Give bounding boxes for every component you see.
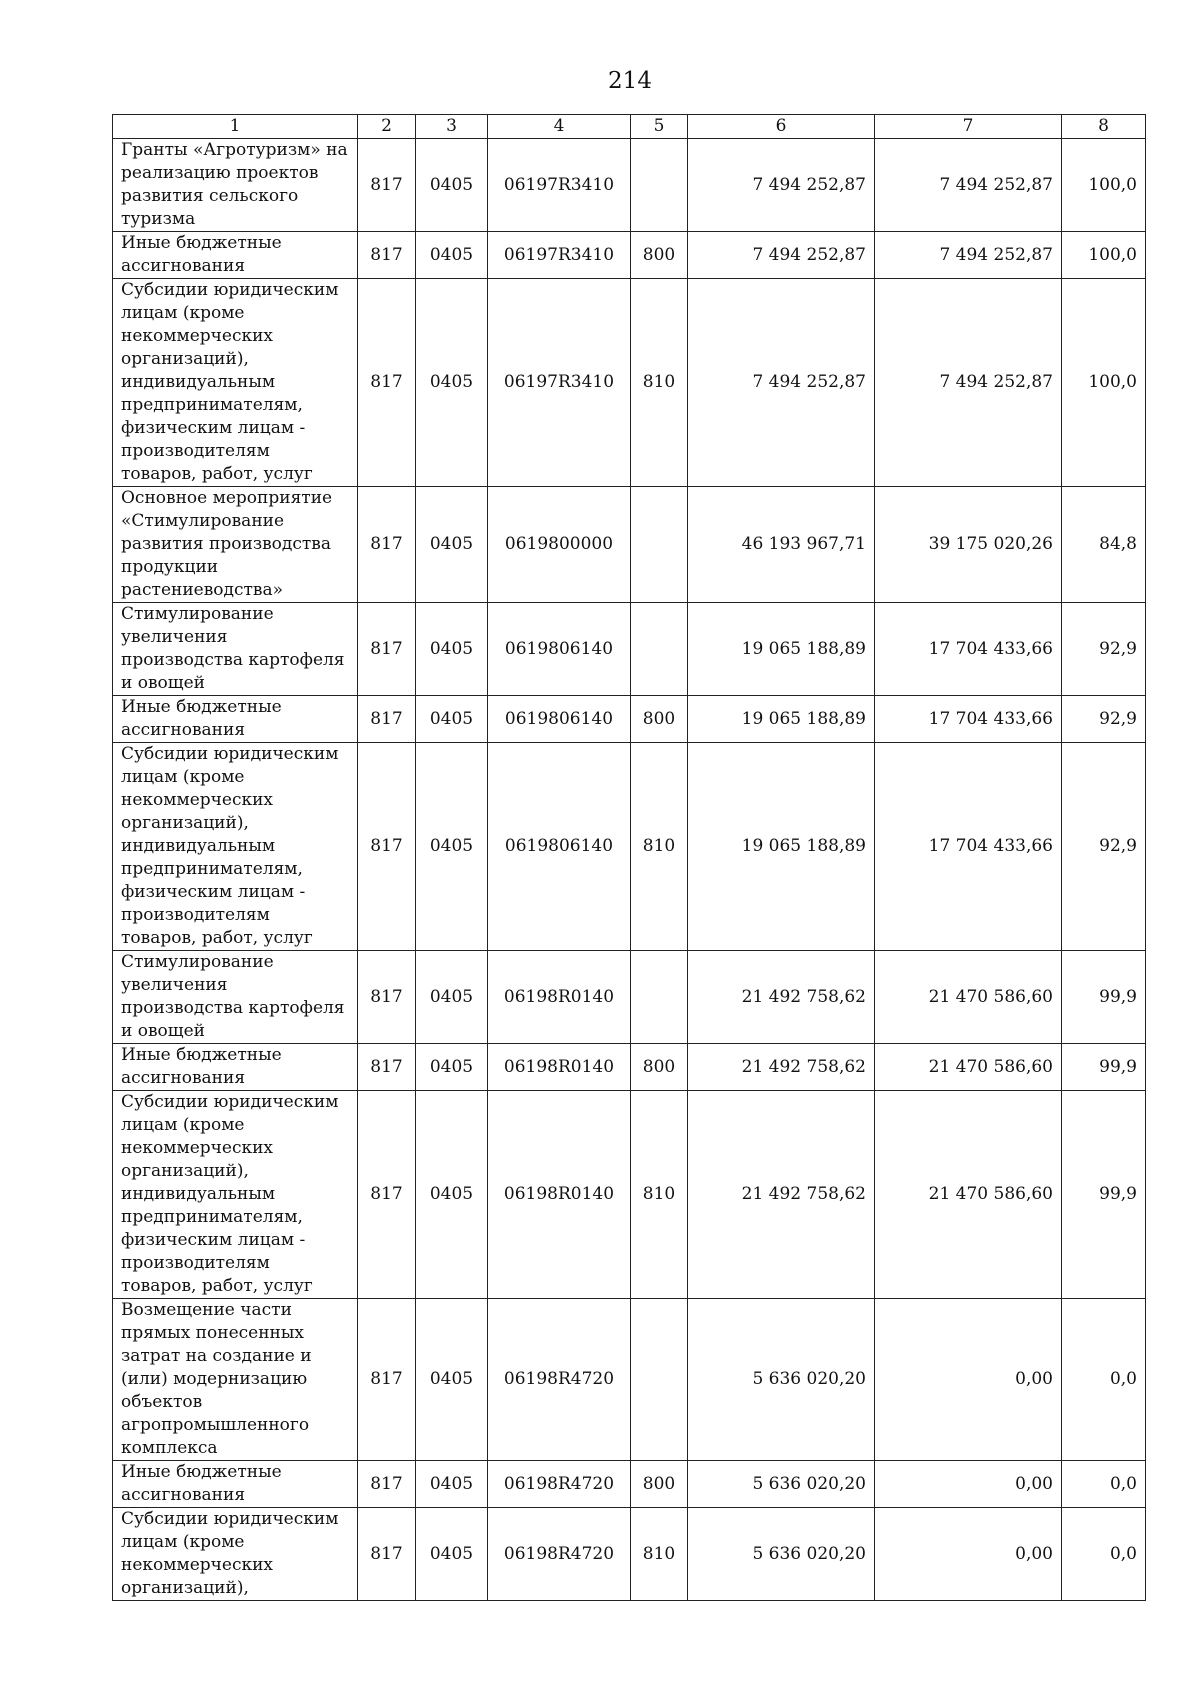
ministry-code-cell: 817 — [358, 279, 416, 487]
column-header: 8 — [1062, 115, 1146, 139]
actual-amount-cell: 21 470 586,60 — [875, 1044, 1062, 1091]
column-header: 6 — [688, 115, 875, 139]
target-item-code-cell: 06198R0140 — [488, 951, 631, 1044]
planned-amount-cell: 19 065 188,89 — [688, 696, 875, 743]
table-row — [113, 603, 1146, 696]
actual-amount-cell: 17 704 433,66 — [875, 603, 1062, 696]
table-row — [113, 951, 1146, 1044]
expense-type-cell: 810 — [631, 1508, 688, 1601]
page-number: 214 — [608, 68, 652, 94]
row-name-cell: Иные бюджетные ассигнования — [113, 232, 358, 279]
row-name-cell: Субсидии юридическим лицам (кроме некоммерческих организаций), — [113, 1508, 358, 1601]
section-code-cell: 0405 — [416, 1461, 488, 1508]
actual-amount-cell: 39 175 020,26 — [875, 487, 1062, 603]
table-row — [113, 487, 1146, 603]
section-code-cell: 0405 — [416, 1299, 488, 1461]
row-name-cell: Стимулирование увеличения производства картофеля и овощей — [113, 951, 358, 1044]
planned-amount-cell: 5 636 020,20 — [688, 1508, 875, 1601]
actual-amount-cell: 17 704 433,66 — [875, 743, 1062, 951]
table-row — [113, 743, 1146, 951]
target-item-code-cell: 06197R3410 — [488, 279, 631, 487]
execution-percent-cell: 0,0 — [1062, 1461, 1146, 1508]
section-code-cell: 0405 — [416, 139, 488, 232]
section-code-cell: 0405 — [416, 1044, 488, 1091]
ministry-code-cell: 817 — [358, 743, 416, 951]
actual-amount-cell: 7 494 252,87 — [875, 279, 1062, 487]
ministry-code-cell: 817 — [358, 139, 416, 232]
ministry-code-cell: 817 — [358, 696, 416, 743]
row-name-cell: Субсидии юридическим лицам (кроме некоммерческих организаций), индивидуальным предпринимателям, физическим лицам - производителям товаров, работ, услуг — [113, 279, 358, 487]
target-item-code-cell: 06198R4720 — [488, 1508, 631, 1601]
execution-percent-cell: 99,9 — [1062, 1091, 1146, 1299]
planned-amount-cell: 7 494 252,87 — [688, 232, 875, 279]
row-name-cell: Возмещение части прямых понесенных затрат на создание и (или) модернизацию объектов агропромышленного комплекса — [113, 1299, 358, 1461]
section-code-cell: 0405 — [416, 232, 488, 279]
execution-percent-cell: 92,9 — [1062, 696, 1146, 743]
actual-amount-cell: 0,00 — [875, 1299, 1062, 1461]
ministry-code-cell: 817 — [358, 232, 416, 279]
planned-amount-cell: 5 636 020,20 — [688, 1461, 875, 1508]
ministry-code-cell: 817 — [358, 1044, 416, 1091]
ministry-code-cell: 817 — [358, 1508, 416, 1601]
section-code-cell: 0405 — [416, 951, 488, 1044]
target-item-code-cell: 06198R4720 — [488, 1461, 631, 1508]
row-name-cell: Гранты «Агротуризм» на реализацию проектов развития сельского туризма — [113, 139, 358, 232]
target-item-code-cell: 06198R0140 — [488, 1044, 631, 1091]
target-item-code-cell: 06198R0140 — [488, 1091, 631, 1299]
expense-type-cell: 800 — [631, 232, 688, 279]
expense-type-cell: 810 — [631, 279, 688, 487]
target-item-code-cell: 06198R4720 — [488, 1299, 631, 1461]
column-header: 2 — [358, 115, 416, 139]
expense-type-cell — [631, 1299, 688, 1461]
planned-amount-cell: 21 492 758,62 — [688, 951, 875, 1044]
ministry-code-cell: 817 — [358, 951, 416, 1044]
actual-amount-cell: 0,00 — [875, 1461, 1062, 1508]
row-name-cell: Основное мероприятие «Стимулирование развития производства продукции растениеводства» — [113, 487, 358, 603]
actual-amount-cell: 7 494 252,87 — [875, 232, 1062, 279]
execution-percent-cell: 100,0 — [1062, 139, 1146, 232]
target-item-code-cell: 0619800000 — [488, 487, 631, 603]
expense-type-cell: 800 — [631, 1044, 688, 1091]
table-row — [113, 1044, 1146, 1091]
actual-amount-cell: 21 470 586,60 — [875, 951, 1062, 1044]
column-number-row — [113, 115, 1146, 139]
table-row — [113, 1508, 1146, 1601]
target-item-code-cell: 0619806140 — [488, 743, 631, 951]
table-row — [113, 1299, 1146, 1461]
section-code-cell: 0405 — [416, 696, 488, 743]
column-header: 5 — [631, 115, 688, 139]
column-header: 7 — [875, 115, 1062, 139]
table-row — [113, 1091, 1146, 1299]
planned-amount-cell: 5 636 020,20 — [688, 1299, 875, 1461]
execution-percent-cell: 99,9 — [1062, 951, 1146, 1044]
execution-percent-cell: 92,9 — [1062, 603, 1146, 696]
planned-amount-cell: 7 494 252,87 — [688, 139, 875, 232]
expense-type-cell — [631, 487, 688, 603]
section-code-cell: 0405 — [416, 743, 488, 951]
execution-percent-cell: 0,0 — [1062, 1299, 1146, 1461]
target-item-code-cell: 0619806140 — [488, 603, 631, 696]
row-name-cell: Субсидии юридическим лицам (кроме некоммерческих организаций), индивидуальным предпринимателям, физическим лицам - производителям товаров, работ, услуг — [113, 743, 358, 951]
expense-type-cell — [631, 603, 688, 696]
column-header: 4 — [488, 115, 631, 139]
row-name-cell: Стимулирование увеличения производства картофеля и овощей — [113, 603, 358, 696]
execution-percent-cell: 100,0 — [1062, 279, 1146, 487]
target-item-code-cell: 06197R3410 — [488, 232, 631, 279]
execution-percent-cell: 84,8 — [1062, 487, 1146, 603]
section-code-cell: 0405 — [416, 279, 488, 487]
ministry-code-cell: 817 — [358, 1461, 416, 1508]
execution-percent-cell: 0,0 — [1062, 1508, 1146, 1601]
table-row — [113, 279, 1146, 487]
expense-type-cell: 800 — [631, 696, 688, 743]
row-name-cell: Иные бюджетные ассигнования — [113, 1461, 358, 1508]
execution-percent-cell: 100,0 — [1062, 232, 1146, 279]
column-header: 1 — [113, 115, 358, 139]
row-name-cell: Иные бюджетные ассигнования — [113, 696, 358, 743]
section-code-cell: 0405 — [416, 1508, 488, 1601]
table-row — [113, 1461, 1146, 1508]
ministry-code-cell: 817 — [358, 603, 416, 696]
planned-amount-cell: 21 492 758,62 — [688, 1091, 875, 1299]
section-code-cell: 0405 — [416, 603, 488, 696]
section-code-cell: 0405 — [416, 1091, 488, 1299]
planned-amount-cell: 19 065 188,89 — [688, 743, 875, 951]
expense-type-cell — [631, 951, 688, 1044]
ministry-code-cell: 817 — [358, 1091, 416, 1299]
row-name-cell: Субсидии юридическим лицам (кроме некоммерческих организаций), индивидуальным предпринимателям, физическим лицам - производителям товаров, работ, услуг — [113, 1091, 358, 1299]
table-row — [113, 696, 1146, 743]
target-item-code-cell: 0619806140 — [488, 696, 631, 743]
column-header: 3 — [416, 115, 488, 139]
execution-percent-cell: 99,9 — [1062, 1044, 1146, 1091]
planned-amount-cell: 7 494 252,87 — [688, 279, 875, 487]
row-name-cell: Иные бюджетные ассигнования — [113, 1044, 358, 1091]
planned-amount-cell: 21 492 758,62 — [688, 1044, 875, 1091]
expense-type-cell — [631, 139, 688, 232]
actual-amount-cell: 0,00 — [875, 1508, 1062, 1601]
table-body — [113, 139, 1146, 1601]
budget-execution-table — [112, 114, 1146, 1601]
ministry-code-cell: 817 — [358, 487, 416, 603]
actual-amount-cell: 17 704 433,66 — [875, 696, 1062, 743]
expense-type-cell: 810 — [631, 1091, 688, 1299]
planned-amount-cell: 19 065 188,89 — [688, 603, 875, 696]
ministry-code-cell: 817 — [358, 1299, 416, 1461]
section-code-cell: 0405 — [416, 487, 488, 603]
actual-amount-cell: 21 470 586,60 — [875, 1091, 1062, 1299]
target-item-code-cell: 06197R3410 — [488, 139, 631, 232]
planned-amount-cell: 46 193 967,71 — [688, 487, 875, 603]
actual-amount-cell: 7 494 252,87 — [875, 139, 1062, 232]
expense-type-cell: 800 — [631, 1461, 688, 1508]
table-row — [113, 232, 1146, 279]
expense-type-cell: 810 — [631, 743, 688, 951]
table-row — [113, 139, 1146, 232]
execution-percent-cell: 92,9 — [1062, 743, 1146, 951]
